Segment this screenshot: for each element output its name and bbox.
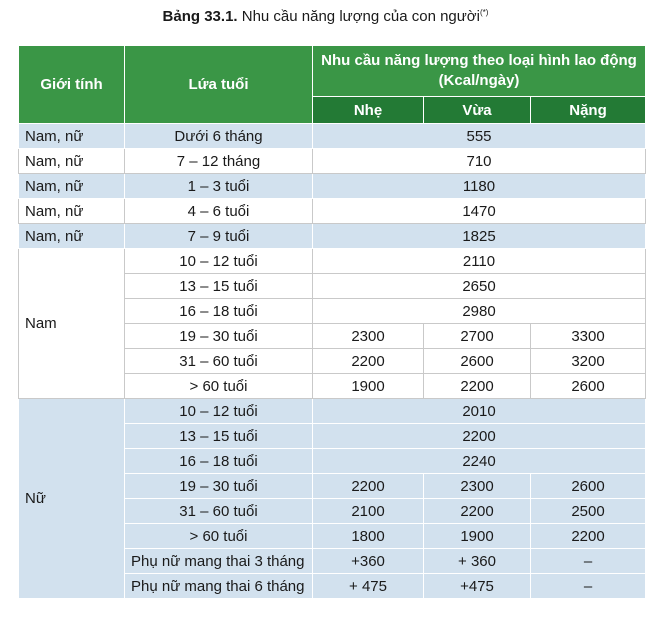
- age-cell: Phụ nữ mang thai 3 tháng: [125, 549, 313, 574]
- table-row: [19, 149, 646, 174]
- caption-note: (*): [479, 8, 489, 17]
- header-medium: Vừa: [424, 97, 531, 124]
- header-light: Nhẹ: [313, 97, 424, 124]
- light-cell: 1800: [313, 524, 424, 549]
- value-cell: 1825: [313, 224, 646, 249]
- medium-cell: 2200: [424, 499, 531, 524]
- age-cell: 13 – 15 tuổi: [125, 274, 313, 299]
- heavy-cell: 2600: [531, 474, 646, 499]
- value-cell: 2110: [313, 249, 646, 274]
- age-cell: Phụ nữ mang thai 6 tháng: [125, 574, 313, 599]
- gender-cell: Nam, nữ: [19, 124, 125, 149]
- value-cell: 1470: [313, 199, 646, 224]
- light-cell: 1900: [313, 374, 424, 399]
- caption-text: Nhu cầu năng lượng của con người: [237, 8, 480, 25]
- header-age: Lứa tuổi: [125, 46, 313, 124]
- header-need-unit: (Kcal/ngày): [438, 72, 520, 89]
- heavy-cell: 2500: [531, 499, 646, 524]
- gender-cell: Nam, nữ: [19, 149, 125, 174]
- heavy-cell: 3200: [531, 349, 646, 374]
- age-cell: 16 – 18 tuổi: [125, 299, 313, 324]
- value-cell: 710: [313, 149, 646, 174]
- gender-cell: Nam, nữ: [19, 174, 125, 199]
- energy-needs-table: [18, 45, 646, 599]
- gender-cell: Nam, nữ: [19, 199, 125, 224]
- age-cell: 7 – 9 tuổi: [125, 224, 313, 249]
- header-gender: Giới tính: [19, 46, 125, 124]
- age-cell: 19 – 30 tuổi: [125, 474, 313, 499]
- medium-cell: 2200: [424, 374, 531, 399]
- table-caption: [0, 8, 651, 25]
- heavy-cell: –: [531, 549, 646, 574]
- header-energy-need: [313, 46, 646, 97]
- gender-cell-female: Nữ: [19, 399, 125, 599]
- value-cell: 2200: [313, 424, 646, 449]
- light-cell: 2200: [313, 349, 424, 374]
- age-cell: > 60 tuổi: [125, 524, 313, 549]
- value-cell: 2980: [313, 299, 646, 324]
- heavy-cell: 3300: [531, 324, 646, 349]
- header-need-title: Nhu cầu năng lượng theo loại hình lao động: [321, 52, 637, 69]
- value-cell: 555: [313, 124, 646, 149]
- age-cell: 1 – 3 tuổi: [125, 174, 313, 199]
- age-cell: 19 – 30 tuổi: [125, 324, 313, 349]
- medium-cell: + 360: [424, 549, 531, 574]
- medium-cell: +475: [424, 574, 531, 599]
- table-row: [19, 199, 646, 224]
- table-row: [19, 224, 646, 249]
- light-cell: 2200: [313, 474, 424, 499]
- caption-label: Bảng 33.1.: [162, 8, 238, 25]
- light-cell: 2100: [313, 499, 424, 524]
- age-cell: 31 – 60 tuổi: [125, 349, 313, 374]
- medium-cell: 1900: [424, 524, 531, 549]
- age-cell: 31 – 60 tuổi: [125, 499, 313, 524]
- heavy-cell: 2600: [531, 374, 646, 399]
- table-row: [19, 399, 646, 424]
- medium-cell: 2600: [424, 349, 531, 374]
- medium-cell: 2300: [424, 474, 531, 499]
- age-cell: > 60 tuổi: [125, 374, 313, 399]
- heavy-cell: –: [531, 574, 646, 599]
- header-heavy: Nặng: [531, 97, 646, 124]
- table-row: [19, 249, 646, 274]
- light-cell: 2300: [313, 324, 424, 349]
- age-cell: 10 – 12 tuổi: [125, 249, 313, 274]
- gender-cell-male: Nam: [19, 249, 125, 399]
- age-cell: 10 – 12 tuổi: [125, 399, 313, 424]
- value-cell: 2010: [313, 399, 646, 424]
- age-cell: 16 – 18 tuổi: [125, 449, 313, 474]
- age-cell: Dưới 6 tháng: [125, 124, 313, 149]
- value-cell: 2240: [313, 449, 646, 474]
- value-cell: 2650: [313, 274, 646, 299]
- table-body: [19, 124, 646, 599]
- table-row: [19, 124, 646, 149]
- light-cell: + 475: [313, 574, 424, 599]
- table-row: [19, 174, 646, 199]
- heavy-cell: 2200: [531, 524, 646, 549]
- value-cell: 1180: [313, 174, 646, 199]
- age-cell: 13 – 15 tuổi: [125, 424, 313, 449]
- light-cell: +360: [313, 549, 424, 574]
- gender-cell: Nam, nữ: [19, 224, 125, 249]
- age-cell: 4 – 6 tuổi: [125, 199, 313, 224]
- age-cell: 7 – 12 tháng: [125, 149, 313, 174]
- medium-cell: 2700: [424, 324, 531, 349]
